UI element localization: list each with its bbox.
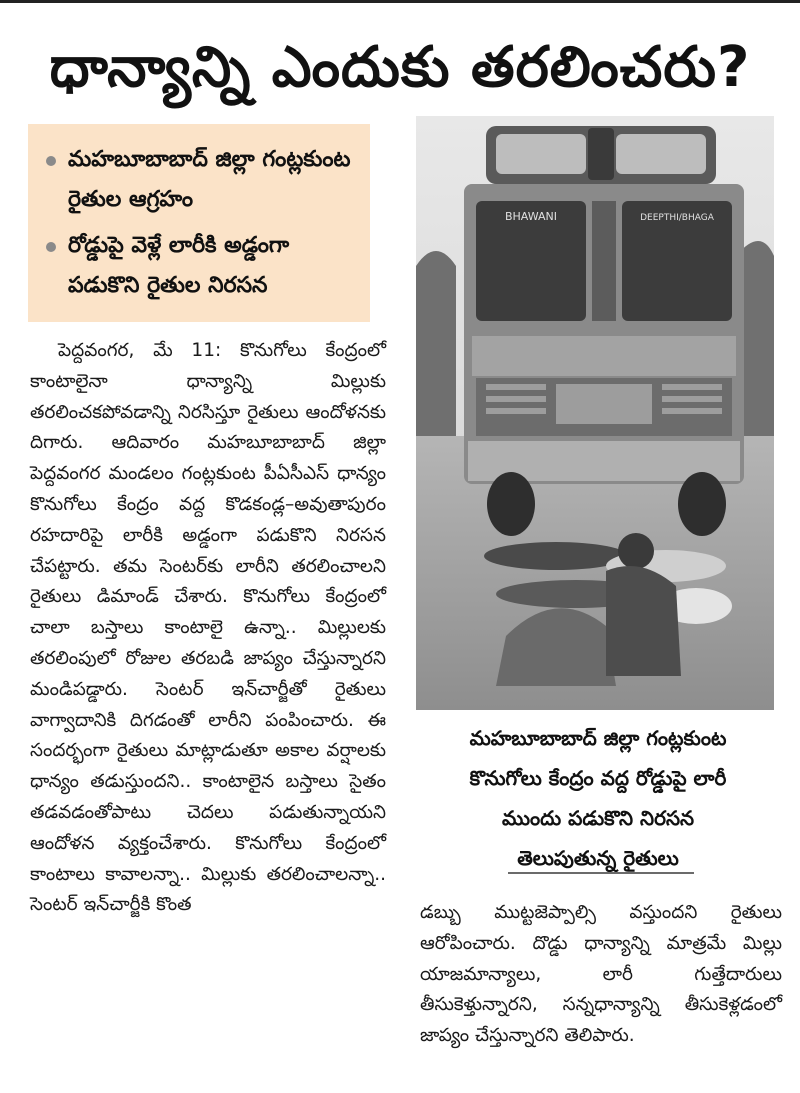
article-paragraph: పెద్దవంగర, మే 11: కొనుగోలు కేంద్రంలో కాంటాలైనా ధాన్యాన్ని మిల్లుకు తరలించకపోవడాన్ని నిరసిస్తూ రైతులు ఆందోళనకు దిగారు. ఆదివారం మహబూబాబాద్ జిల్లా పెద్దవంగర మండలం గంట్లకుంట పీఏసీఎస్ ధాన్యం కొనుగోలు కేంద్రం వద్ద కొడకండ్ల–అవుతాపురం రహదారిపై లారీకి అడ్డంగా పడుకొని నిరసన చేపట్టారు. తమ సెంటర్‌కు లారీని తరలించాలని రైతులు డిమాండ్ చేశారు. కొనుగోలు కేంద్రంలో చాలా బస్తాలు కాంటాలై ఉన్నా.. మిల్లులకు తరలింపులో రోజుల తరబడి జాప్యం చేస్తున్నారని మండిపడ్డారు. సెంటర్ ఇన్‌చార్జీతో రైతులు వాగ్వాదానికి దిగడంతో లారీని పంపించారు. ఈ సందర్భంగా రైతులు మాట్లాడుతూ అకాల వర్షాలకు ధాన్యం తడుస్తుందని.. కాంటాలైన బస్తాలు సైతం తడవడంతోపాటు చెదలు పడుతున్నాయని ఆందోళన వ్యక్తంచేశారు. కొనుగోలు కేంద్రంలో కాంటాలు కావాలన్నా.. మిల్లుకు తరలించాలన్నా.. సెంటర్ ఇన్‌చార్జీకి కొంత bbox=[30, 340, 386, 916]
highlight-text: మహబూబాబాద్ జిల్లా గంట్లకుంట రైతుల ఆగ్రహం bbox=[68, 147, 351, 212]
caption-line: కొనుగోలు కేంద్రం వద్ద రోడ్డుపై లారీ bbox=[469, 766, 727, 790]
truck-plate-right-text: DEEPTHI/BHAGA bbox=[640, 213, 714, 223]
truck-protest-photo bbox=[416, 116, 774, 710]
highlight-item bbox=[46, 226, 356, 306]
caption-line: మహబూబాబాద్ జిల్లా గంట్లకుంట bbox=[469, 726, 727, 750]
article-body-left bbox=[30, 336, 386, 921]
article-paragraph: డబ్బు ముట్టజెప్పాల్సి వస్తుందని రైతులు ఆరోపించారు. దొడ్డు ధాన్యాన్ని మాత్రమే మిల్లు యాజమాన్యాలు, లారీ గుత్తేదారులు తీసుకెళ్తున్నారని, సన్నధాన్యాన్ని తీసుకెళ్లడంలో జాప్యం చేస్తున్నారని తెలిపారు. bbox=[420, 902, 782, 1047]
top-rule bbox=[0, 0, 800, 3]
caption-line: ముందు పడుకొని నిరసన bbox=[501, 806, 695, 830]
caption-line: తెలుపుతున్న రైతులు bbox=[517, 846, 679, 870]
news-photo bbox=[416, 116, 774, 710]
highlight-text: రోడ్డుపై వెళ్లే లారీకి అడ్డంగా పడుకొని రైతుల నిరసన bbox=[68, 233, 290, 298]
caption-divider bbox=[508, 872, 694, 874]
highlight-item bbox=[46, 140, 356, 220]
highlights-box bbox=[28, 124, 370, 322]
bullet-icon bbox=[46, 156, 56, 166]
photo-caption bbox=[412, 718, 784, 878]
truck-plate-text: BHAWANI bbox=[504, 210, 558, 223]
headline: ధాన్యాన్ని ఎందుకు తరలించరు? bbox=[49, 35, 751, 100]
article-body-right bbox=[420, 898, 782, 1052]
bullet-icon bbox=[46, 242, 56, 252]
